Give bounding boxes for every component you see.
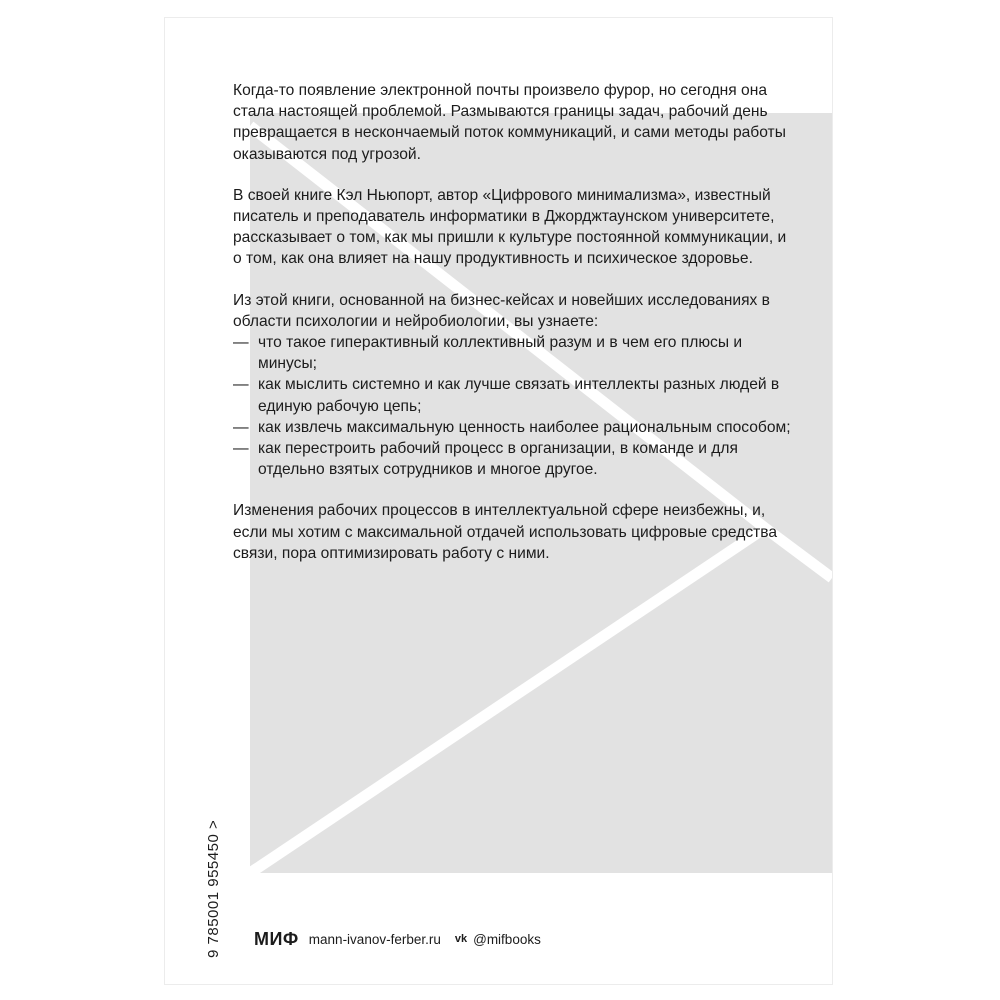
paragraph-closing: Изменения рабочих процессов в интеллектуальной сфере неизбежны, и, если мы хотим с максимальной отдачей использовать цифровые средства связи, пора оптимизировать работу с ними. [233, 502, 778, 562]
paragraph-author: В своей книге Кэл Ньюпорт, автор «Цифрового минимализма», известный писатель и преподаватель информатики в Джорджтаунском университете, рассказывает о том, как мы пришли к культуре постоянной коммуникации, и о том, как она влияет на нашу продуктивность и психическое здоровье. [233, 186, 787, 268]
list-item: — как перестроить рабочий процесс в организации, в команде и для отдельно взятых сотрудников и многое другое. [233, 440, 738, 479]
paragraph-intro: Когда-то появление электронной почты произвело фурор, но сегодня она стала настоящей проблемой. Размываются границы задач, рабочий день превращается в нескончаемый поток коммуникаций, и сами методы работы оказываются под угрозой. [233, 82, 786, 163]
publisher-footer [254, 928, 541, 950]
social-handle: @mifbooks [473, 931, 541, 947]
description [233, 80, 793, 584]
list-item: — как мыслить системно и как лучше связать интеллекты разных людей в единую рабочую цепь; [233, 376, 780, 415]
list-item: — как извлечь максимальную ценность наиболее рациональным способом; [233, 418, 791, 436]
publisher-website: mann-ivanov-ferber.ru [308, 931, 441, 947]
back-cover [165, 18, 832, 984]
publisher-logo: МИФ [254, 928, 299, 949]
list-item: — что такое гиперактивный коллективный разум и в чем его плюсы и минусы; [233, 334, 743, 373]
paragraph-learn: Из этой книги, основанной на бизнес-кейсах и новейших исследованиях в области психологии и нейробиологии, вы узнаете: [233, 291, 770, 330]
vk-icon: vk [454, 933, 468, 945]
learn-list [233, 332, 793, 480]
isbn-number: 9 785001 955450 > [205, 819, 222, 958]
